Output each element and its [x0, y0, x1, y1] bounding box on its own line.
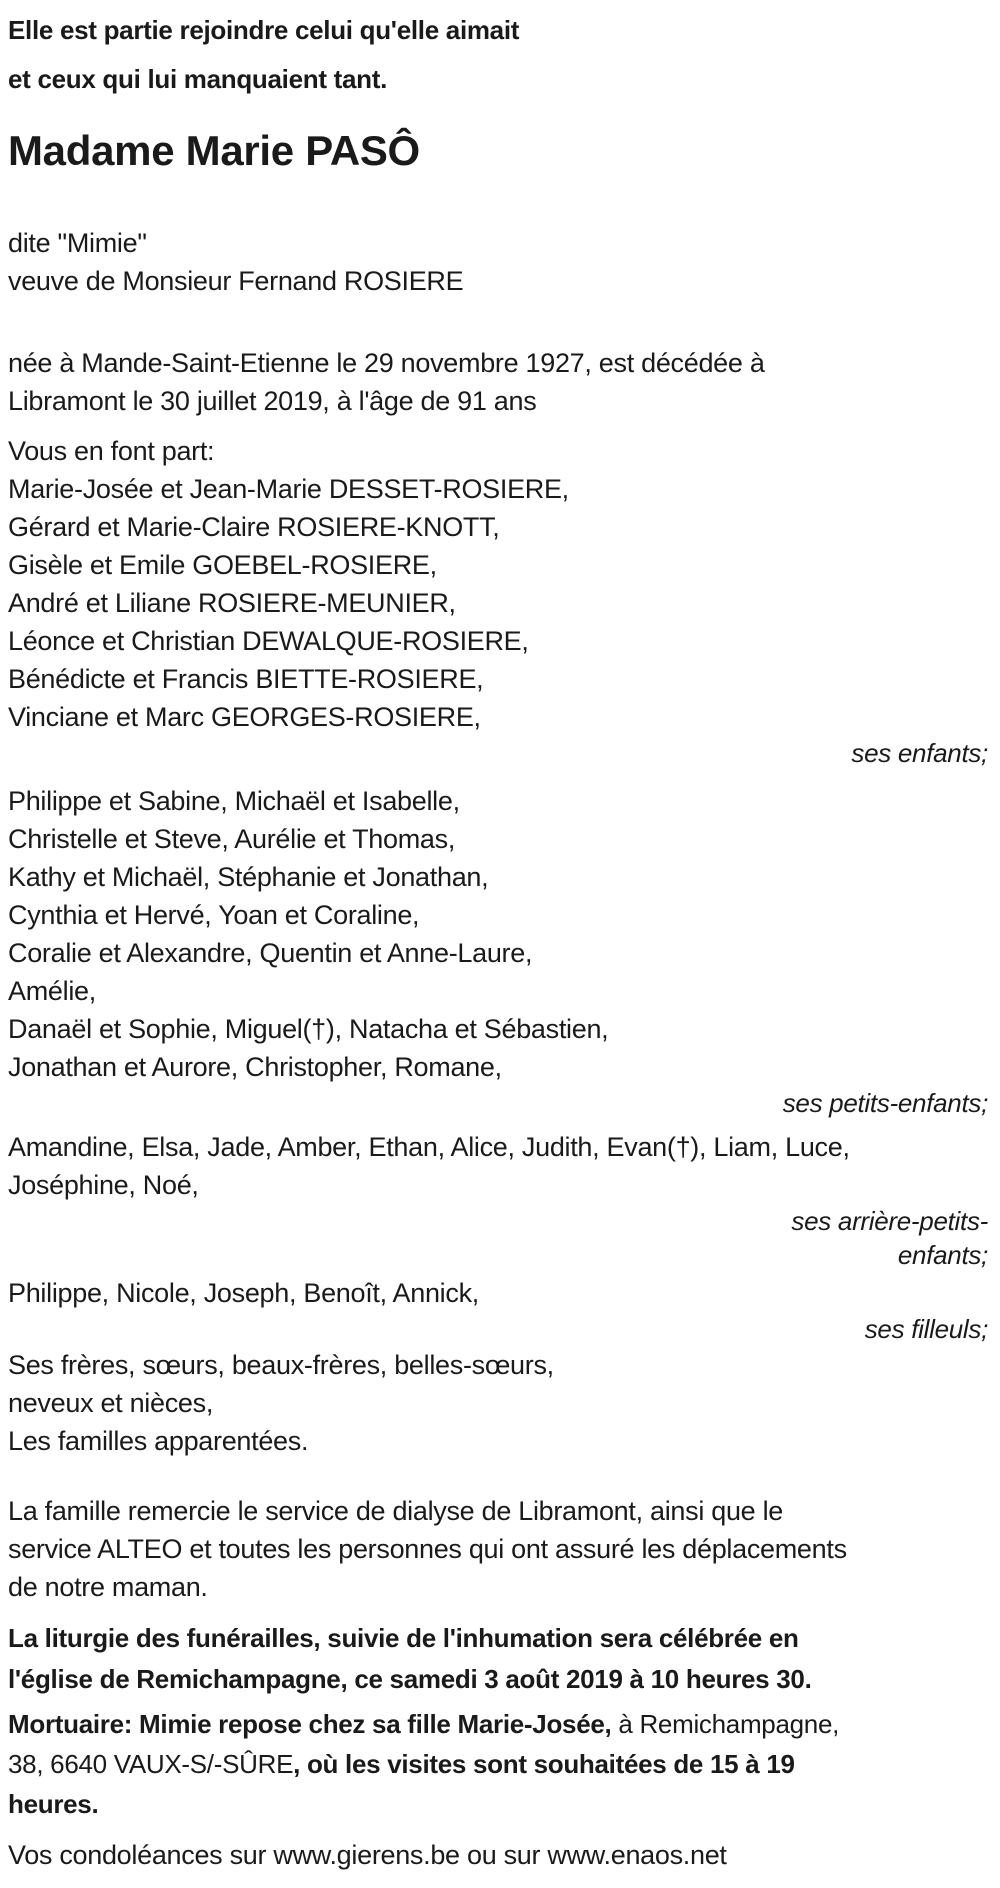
intro-line: Elle est partie rejoindre celui qu'elle aimait [8, 15, 520, 45]
godchildren-line: Philippe, Nicole, Joseph, Benoît, Annick, [8, 1278, 479, 1308]
children-line: Gérard et Marie-Claire ROSIERE-KNOTT, [8, 512, 500, 542]
children-line: Gisèle et Emile GOEBEL-ROSIERE, [8, 550, 437, 580]
grandchildren-line: Philippe et Sabine, Michaël et Isabelle, [8, 786, 460, 816]
bold-text: Mortuaire: Mimie repose chez sa fille Marie-Josée, [8, 1709, 612, 1739]
children-line: André et Liliane ROSIERE-MEUNIER, [8, 588, 456, 618]
thanks-line: service ALTEO et toutes les personnes qui ont assuré les déplacements [8, 1534, 847, 1564]
grandchildren-line: Jonathan et Aurore, Christopher, Romane, [8, 1052, 502, 1082]
deceased-name-heading: Madame Marie PASÔ [8, 127, 420, 174]
grandchildren-line: Amélie, [8, 976, 96, 1006]
intro-text [8, 6, 988, 104]
intro-line: et ceux qui lui manquaient tant. [8, 64, 388, 94]
great-grandchildren-line: Amandine, Elsa, Jade, Amber, Ethan, Alice, Judith, Evan(†), Liam, Luce, [8, 1132, 850, 1162]
regular-text: à Remichampagne, [611, 1709, 840, 1739]
great-grandchildren-line: Joséphine, Noé, [8, 1170, 199, 1200]
grandchildren-section [8, 782, 988, 1120]
liturgy-line: La liturgie des funérailles, suivie de l'inhumation sera célébrée en [8, 1623, 799, 1653]
grandchildren-list [8, 782, 988, 1086]
text-line [8, 1784, 988, 1824]
text-line [8, 1704, 988, 1744]
extended-family-section [8, 1346, 988, 1460]
godchildren-role-label: ses filleuls; [864, 1314, 988, 1344]
deceased-subtitle [8, 224, 988, 300]
text-line [8, 1744, 988, 1784]
thanks-line: de notre maman. [8, 1572, 208, 1602]
subtitle-line: dite "Mimie" [8, 228, 147, 258]
grandchildren-line: Coralie et Alexandre, Quentin et Anne-Laure, [8, 938, 533, 968]
extended-family-line: Ses frères, sœurs, beaux-frères, belles-sœurs, [8, 1350, 554, 1380]
grandchildren-line: Danaël et Sophie, Miguel(†), Natacha et Sébastien, [8, 1014, 609, 1044]
condolences-section [8, 1836, 988, 1874]
condolences-line: Vos condoléances sur www.gierens.be ou sur www.enaos.net [8, 1840, 727, 1870]
thanks-line: La famille remercie le service de dialyse de Libramont, ainsi que le [8, 1496, 783, 1526]
bold-text: , où les visites sont souhaitées de 15 à 19 [293, 1749, 795, 1779]
announcement-label: Vous en font part: [8, 436, 215, 466]
godchildren-section [8, 1274, 988, 1346]
liturgy-line: l'église de Remichampagne, ce samedi 3 août 2019 à 10 heures 30. [8, 1664, 812, 1694]
regular-text: 38, 6640 VAUX-S/-SÛRE [8, 1749, 294, 1779]
birth-death-line: Libramont le 30 juillet 2019, à l'âge de 91 ans [8, 386, 537, 416]
children-role-label: ses enfants; [851, 738, 988, 768]
great-grandchildren-section [8, 1128, 988, 1272]
great-grandchildren-role-line: enfants; [897, 1240, 988, 1270]
liturgy-paragraph [8, 1618, 988, 1700]
mortuary-paragraph [8, 1704, 988, 1824]
great-grandchildren-role-line: ses arrière-petits- [791, 1206, 988, 1236]
children-line: Bénédicte et Francis BIETTE-ROSIERE, [8, 664, 484, 694]
birth-death-line: née à Mande-Saint-Etienne le 29 novembre 1927, est décédée à [8, 348, 765, 378]
children-line: Marie-Josée et Jean-Marie DESSET-ROSIERE, [8, 474, 569, 504]
extended-family-line: neveux et nièces, [8, 1388, 214, 1418]
children-line: Léonce et Christian DEWALQUE-ROSIERE, [8, 626, 529, 656]
thanks-paragraph [8, 1492, 988, 1606]
children-section [8, 432, 988, 770]
grandchildren-line: Kathy et Michaël, Stéphanie et Jonathan, [8, 862, 489, 892]
children-line: Vinciane et Marc GEORGES-ROSIERE, [8, 702, 481, 732]
birth-death-paragraph [8, 344, 988, 420]
bold-text: heures. [8, 1789, 99, 1819]
subtitle-line: veuve de Monsieur Fernand ROSIERE [8, 266, 464, 296]
extended-family-line: Les familles apparentées. [8, 1426, 309, 1456]
grandchildren-line: Cynthia et Hervé, Yoan et Coraline, [8, 900, 420, 930]
children-list [8, 470, 988, 736]
great-grandchildren-list [8, 1128, 988, 1204]
grandchildren-line: Christelle et Steve, Aurélie et Thomas, [8, 824, 456, 854]
grandchildren-role-label: ses petits-enfants; [782, 1088, 988, 1118]
great-grandchildren-role-label [8, 1204, 988, 1272]
